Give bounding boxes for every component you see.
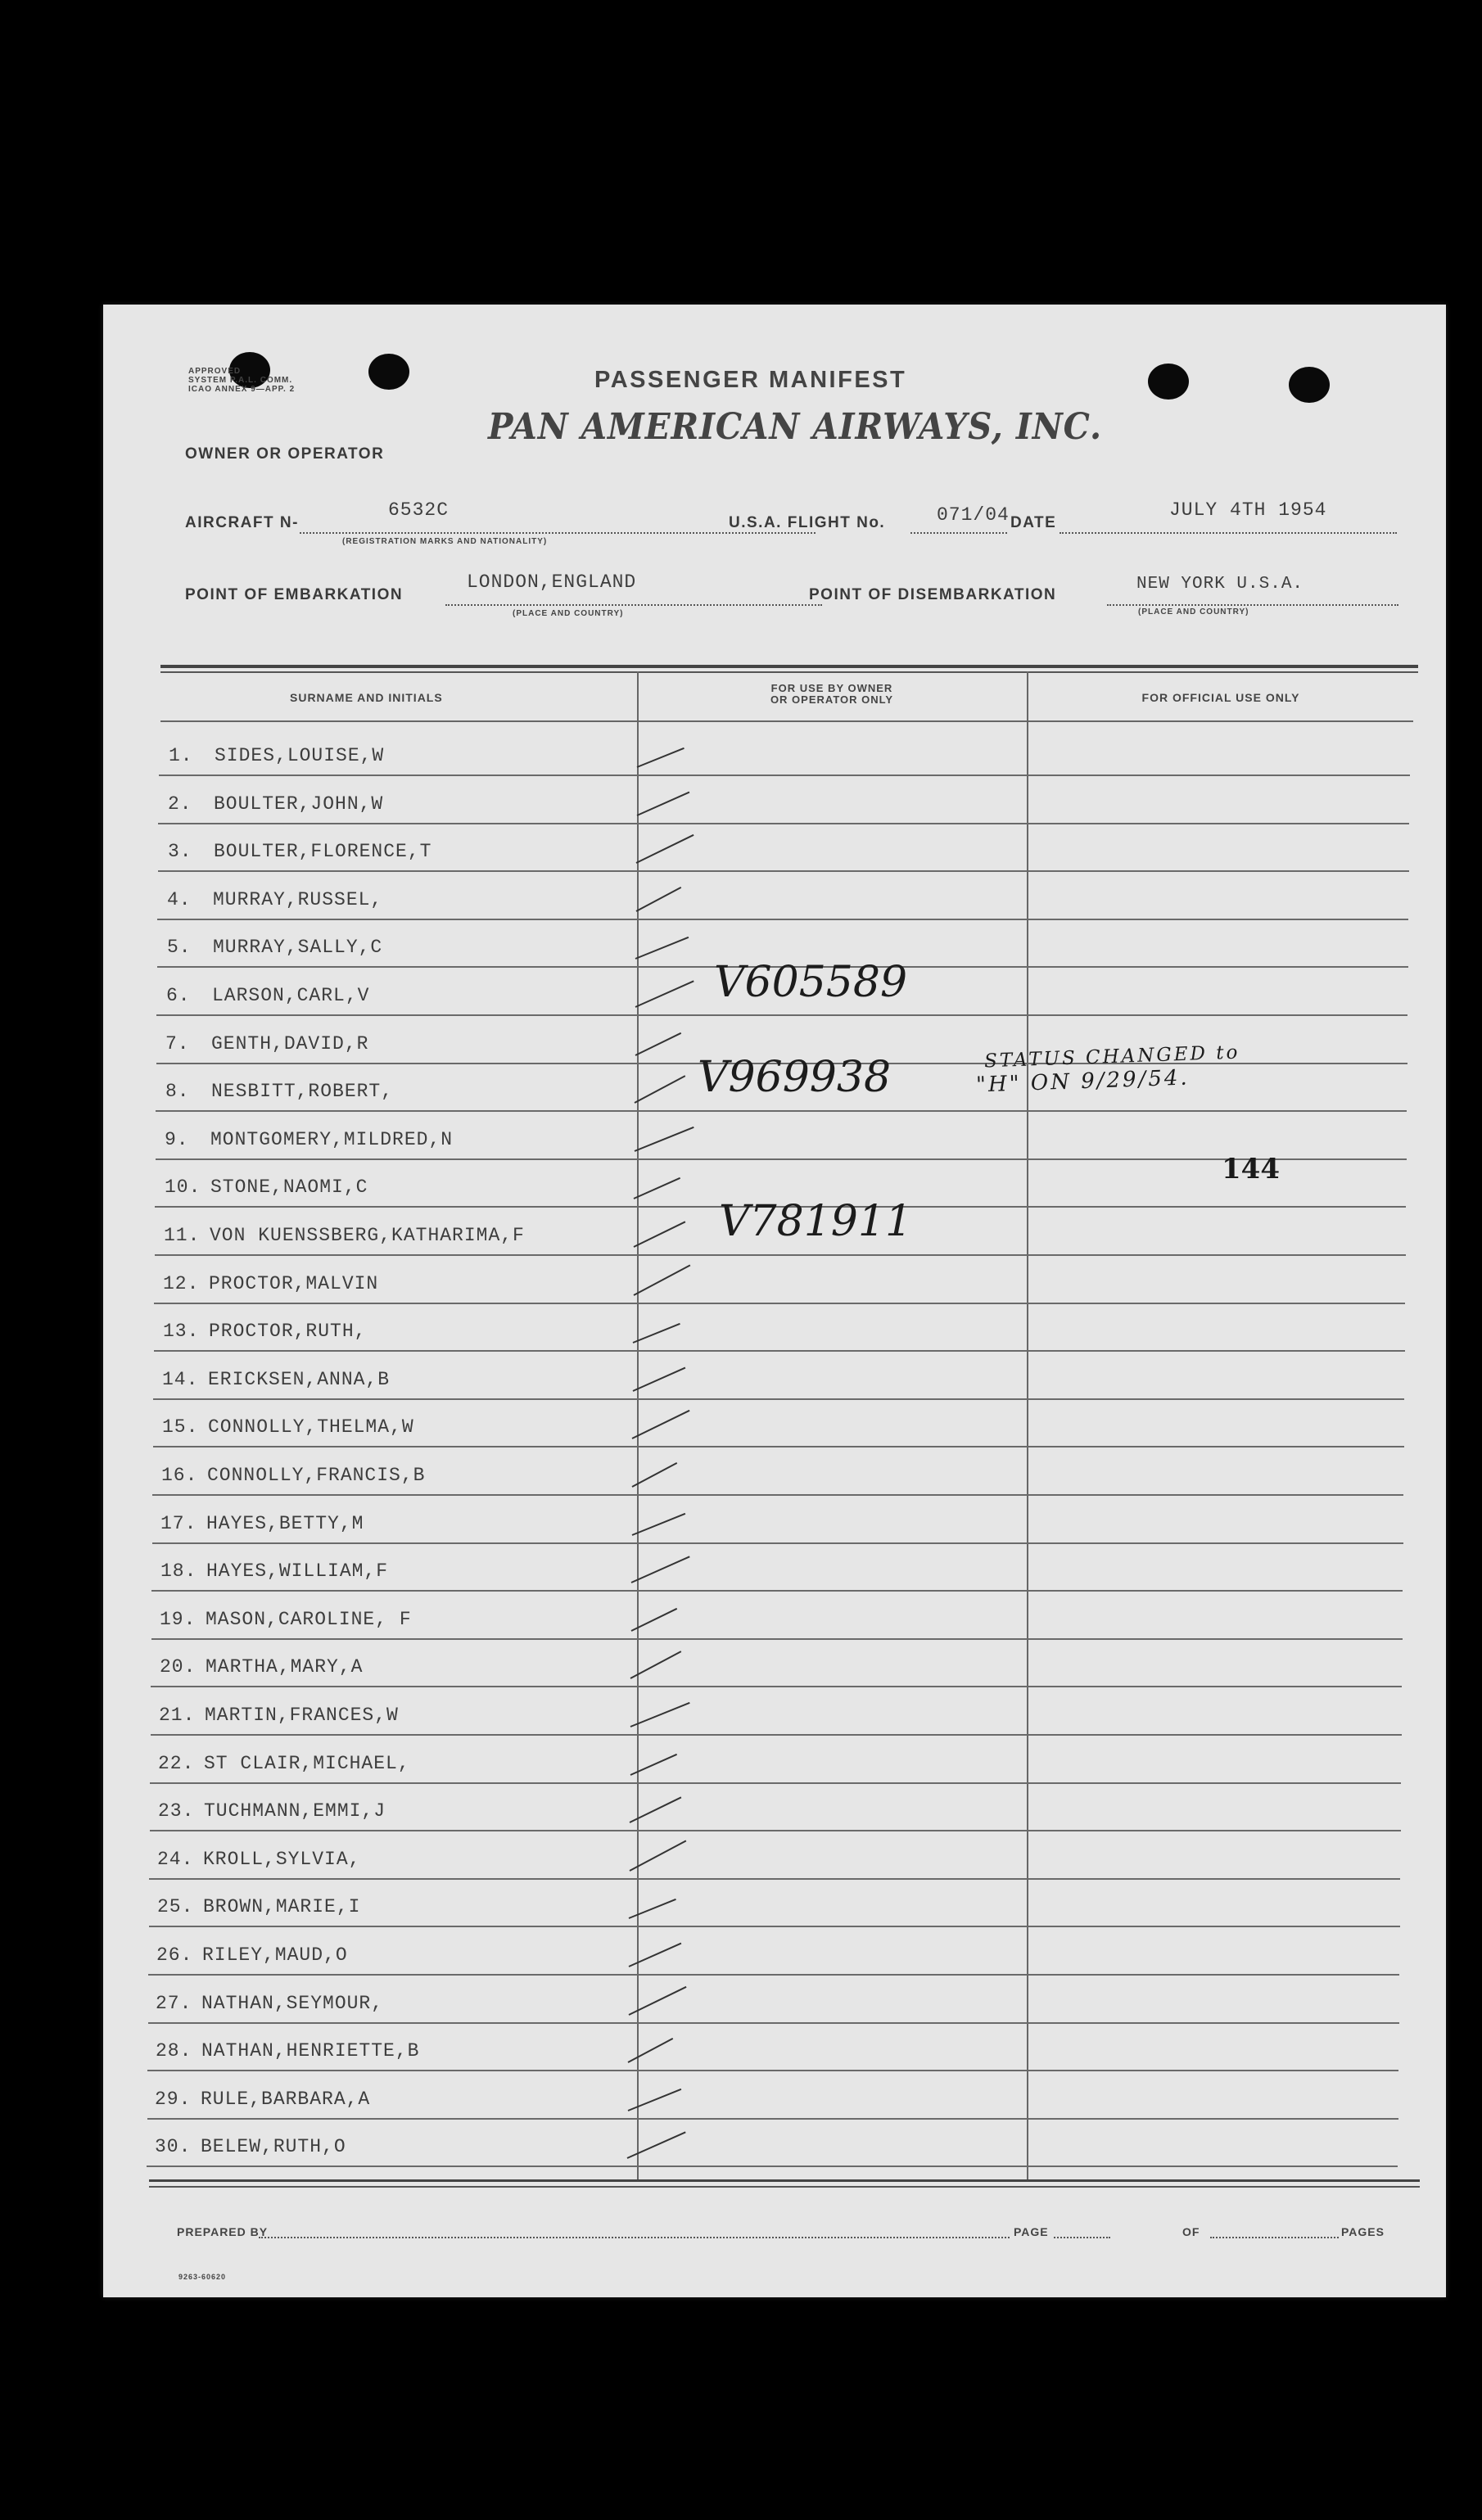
disembarkation-label: POINT OF DISEMBARKATION <box>809 586 1057 603</box>
row-rule <box>149 1926 1400 1927</box>
check-mark <box>636 834 694 864</box>
passenger-name: NATHAN,SEYMOUR, <box>201 1992 384 2014</box>
passenger-number: 19. <box>160 1608 197 1630</box>
row-rule <box>157 919 1408 920</box>
passenger-name: HAYES,BETTY,M <box>206 1512 364 1534</box>
row-rule <box>158 870 1409 872</box>
punch-hole-4 <box>1289 367 1330 403</box>
check-mark <box>637 791 690 815</box>
form-title: PASSENGER MANIFEST <box>594 367 907 393</box>
visa-number-row-11: V781911 <box>719 1197 913 1246</box>
passenger-number: 9. <box>165 1128 189 1150</box>
check-mark <box>631 1556 690 1584</box>
row-rule <box>156 1158 1407 1160</box>
aircraft-value: 6532C <box>388 499 450 521</box>
passenger-number: 21. <box>159 1705 196 1726</box>
row-rule <box>151 1638 1403 1640</box>
check-mark <box>632 1410 690 1439</box>
visa-number-row-6: V605589 <box>714 958 908 1007</box>
passenger-number: 5. <box>167 937 192 959</box>
row-rule <box>152 1542 1403 1544</box>
passenger-row <box>156 1993 383 2014</box>
disembarkation-dotline <box>1107 604 1398 606</box>
approval-block <box>188 367 295 394</box>
passenger-name: HAYES,WILLIAM,F <box>206 1560 389 1583</box>
check-mark <box>629 1899 676 1919</box>
header-underline <box>160 720 1413 722</box>
disembarkation-value: NEW YORK U.S.A. <box>1136 575 1304 594</box>
passenger-row <box>157 1896 360 1917</box>
passenger-number: 28. <box>156 2040 192 2062</box>
visa-number-row-8: V969938 <box>698 1053 892 1102</box>
col-header-owner <box>637 683 1027 706</box>
punch-hole-3 <box>1148 364 1189 400</box>
passenger-row <box>167 937 382 958</box>
passenger-number: 4. <box>167 888 192 910</box>
row-rule <box>151 1734 1402 1736</box>
aircraft-dotline <box>300 532 816 534</box>
passenger-row <box>160 1560 388 1582</box>
owner-operator-label: OWNER OR OPERATOR <box>185 445 385 463</box>
passenger-name: GENTH,DAVID,R <box>211 1032 369 1055</box>
row-rule <box>154 1303 1405 1304</box>
passenger-row <box>159 1705 399 1726</box>
passenger-number: 6. <box>166 985 191 1006</box>
passenger-name: CONNOLLY,THELMA,W <box>208 1416 414 1438</box>
passenger-number: 27. <box>156 1992 192 2014</box>
passenger-name: PROCTOR,RUTH, <box>209 1321 367 1343</box>
passenger-row <box>167 889 382 910</box>
passenger-number: 12. <box>163 1272 200 1294</box>
row-rule <box>151 1686 1402 1687</box>
passenger-name: BOULTER,JOHN,W <box>214 793 384 815</box>
passenger-number: 26. <box>156 1944 193 1966</box>
row-rule <box>156 1110 1407 1112</box>
approval-line-2: SYSTEM P.A.L. COMM. <box>188 376 293 385</box>
check-mark <box>634 1177 680 1199</box>
passenger-row <box>165 1033 368 1055</box>
passenger-row <box>168 841 431 862</box>
passenger-number: 25. <box>157 1896 194 1918</box>
status-note-line-2: "H" ON 9/29/54. <box>975 1065 1191 1098</box>
passenger-row <box>164 1225 525 1246</box>
check-mark <box>636 887 682 912</box>
row-rule <box>154 1350 1405 1352</box>
row-rule <box>158 823 1409 824</box>
passenger-name: BROWN,MARIE,I <box>203 1896 361 1918</box>
date-label: DATE <box>1010 514 1057 531</box>
row-rule <box>151 1590 1403 1592</box>
passenger-name: MURRAY,SALLY,C <box>213 937 383 959</box>
passenger-number: 1. <box>169 745 193 766</box>
check-mark <box>635 1032 682 1056</box>
row-rule <box>148 1974 1399 1976</box>
passenger-row <box>163 1273 378 1294</box>
check-mark <box>634 1264 691 1295</box>
passenger-row <box>162 1416 414 1438</box>
check-mark <box>633 1323 680 1344</box>
passenger-number: 3. <box>168 841 192 863</box>
passenger-row <box>162 1369 390 1390</box>
passenger-row <box>160 1513 364 1534</box>
passenger-number: 8. <box>165 1081 190 1103</box>
embarkation-value: LONDON,ENGLAND <box>467 571 637 593</box>
passenger-row <box>157 1849 360 1870</box>
disembarkation-sublabel: (PLACE AND COUNTRY) <box>1138 607 1249 616</box>
passenger-row <box>155 2136 346 2157</box>
passenger-name: KROLL,SYLVIA, <box>203 1848 361 1870</box>
of-label: OF <box>1182 2225 1200 2238</box>
check-mark <box>637 747 685 768</box>
passenger-row <box>165 1129 453 1150</box>
passenger-number: 29. <box>155 2088 192 2110</box>
passenger-name: SIDES,LOUISE,W <box>215 745 385 766</box>
stamp-number: 144 <box>1222 1153 1280 1185</box>
passenger-number: 30. <box>155 2136 192 2158</box>
col-divider-2 <box>1027 671 1028 2180</box>
passenger-number: 13. <box>163 1321 200 1343</box>
approval-line-3: ICAO ANNEX 9—APP. 2 <box>188 385 296 394</box>
passenger-row <box>158 1800 386 1822</box>
check-mark <box>632 1512 686 1535</box>
passenger-number: 14. <box>162 1368 199 1390</box>
flight-dotline <box>910 532 1007 534</box>
row-rule <box>155 1254 1406 1256</box>
passenger-name: MARTIN,FRANCES,W <box>205 1705 399 1726</box>
passenger-name: STONE,NAOMI,C <box>210 1176 368 1199</box>
passenger-name: RULE,BARBARA,A <box>201 2088 371 2110</box>
passenger-number: 7. <box>165 1032 190 1055</box>
passenger-name: BELEW,RUTH,O <box>201 2136 346 2158</box>
pages-dotline <box>1210 2237 1341 2238</box>
check-mark <box>635 1075 686 1104</box>
passenger-number: 22. <box>158 1752 195 1774</box>
pages-label: PAGES <box>1341 2225 1385 2238</box>
passenger-row <box>156 2040 419 2062</box>
check-mark <box>633 1366 686 1391</box>
passenger-number: 17. <box>160 1512 197 1534</box>
approval-line-1: APPROVED <box>188 367 242 376</box>
col-header-official: FOR OFFICIAL USE ONLY <box>1141 691 1300 704</box>
passenger-name: MURRAY,RUSSEL, <box>213 888 383 910</box>
passenger-name: BOULTER,FLORENCE,T <box>214 841 432 863</box>
flight-label: U.S.A. FLIGHT No. <box>729 514 886 531</box>
passenger-number: 20. <box>160 1656 197 1678</box>
row-rule <box>156 1014 1407 1016</box>
check-mark <box>635 937 689 960</box>
form-number: 9263-60620 <box>178 2273 227 2281</box>
row-rule <box>150 1782 1401 1784</box>
passenger-name: LARSON,CARL,V <box>212 985 370 1006</box>
passenger-number: 16. <box>161 1465 198 1486</box>
aircraft-sublabel: (REGISTRATION MARKS AND NATIONALITY) <box>342 537 548 546</box>
col-header-owner-line1: FOR USE BY OWNER <box>770 682 893 694</box>
passenger-name: CONNOLLY,FRANCIS,B <box>207 1465 426 1486</box>
table-top-rule-2 <box>160 671 1418 673</box>
punch-hole-2 <box>368 354 409 390</box>
row-rule <box>148 2022 1399 2024</box>
passenger-row <box>160 1609 412 1630</box>
passenger-row <box>168 793 383 815</box>
row-rule <box>153 1398 1404 1400</box>
table-top-rule <box>160 665 1418 668</box>
passenger-number: 18. <box>160 1560 197 1583</box>
row-rule <box>152 1494 1403 1496</box>
row-rule <box>147 2165 1398 2167</box>
page-label: PAGE <box>1010 2225 1052 2238</box>
row-rule <box>149 1878 1400 1880</box>
passenger-number: 2. <box>168 793 192 815</box>
check-mark <box>630 1702 690 1727</box>
passenger-row <box>165 1176 368 1198</box>
aircraft-label: AIRCRAFT N- <box>185 514 299 531</box>
row-rule <box>147 2118 1398 2120</box>
passenger-name: TUCHMANN,EMMI,J <box>204 1800 386 1822</box>
check-mark <box>628 2038 674 2063</box>
passenger-name: PROCTOR,MALVIN <box>209 1272 379 1294</box>
check-mark <box>628 2089 682 2111</box>
passenger-name: VON KUENSSBERG,KATHARIMA,F <box>210 1225 525 1246</box>
passenger-row <box>160 1656 363 1678</box>
passenger-number: 23. <box>158 1800 195 1822</box>
col-header-owner-line2: OR OPERATOR ONLY <box>770 693 894 706</box>
prepared-by-label: PREPARED BY <box>177 2225 269 2238</box>
row-rule <box>153 1446 1404 1447</box>
passenger-row <box>165 1081 393 1102</box>
date-dotline <box>1060 532 1397 534</box>
row-rule <box>150 1830 1401 1831</box>
col-divider-1 <box>637 671 639 2180</box>
check-mark <box>634 1221 686 1247</box>
passenger-row <box>156 1944 348 1966</box>
embarkation-label: POINT OF EMBARKATION <box>185 586 404 603</box>
passenger-number: 11. <box>164 1225 201 1246</box>
flight-value: 071/04 <box>937 504 1010 526</box>
passenger-number: 10. <box>165 1176 201 1199</box>
passenger-number: 24. <box>157 1848 194 1870</box>
passenger-name: RILEY,MAUD,O <box>202 1944 348 1966</box>
passenger-name: MONTGOMERY,MILDRED,N <box>210 1128 454 1150</box>
date-value: JULY 4TH 1954 <box>1169 499 1327 521</box>
passenger-name: MARTHA,MARY,A <box>206 1656 364 1678</box>
check-mark <box>635 980 694 1008</box>
check-mark <box>635 1127 694 1152</box>
passenger-row <box>166 985 369 1006</box>
passenger-row <box>161 1465 425 1486</box>
col-header-surname: SURNAME AND INITIALS <box>290 691 443 704</box>
table-bottom-rule-2 <box>149 2186 1420 2188</box>
embarkation-sublabel: (PLACE AND COUNTRY) <box>513 609 624 618</box>
row-rule <box>159 775 1410 776</box>
company-name: PAN AMERICAN AIRWAYS, INC. <box>488 406 1103 448</box>
passenger-row <box>169 745 384 766</box>
passenger-name: NESBITT,ROBERT, <box>211 1081 394 1103</box>
passenger-name: NATHAN,HENRIETTE,B <box>201 2040 420 2062</box>
passenger-number: 15. <box>162 1416 199 1438</box>
passenger-name: ST CLAIR,MICHAEL, <box>204 1752 410 1774</box>
passenger-name: MASON,CAROLINE, F <box>206 1608 412 1630</box>
prepared-by-dotline <box>259 2237 1110 2238</box>
check-mark <box>627 2132 686 2160</box>
passenger-name: ERICKSEN,ANNA,B <box>208 1368 391 1390</box>
table-bottom-rule <box>149 2179 1420 2182</box>
passenger-row <box>158 1753 410 1774</box>
passenger-row <box>155 2089 370 2110</box>
manifest-sheet <box>103 305 1446 2297</box>
row-rule <box>147 2070 1398 2071</box>
status-note-line-1: STATUS CHANGED to <box>983 1041 1240 1073</box>
embarkation-dotline <box>445 604 822 606</box>
passenger-row <box>163 1321 366 1342</box>
